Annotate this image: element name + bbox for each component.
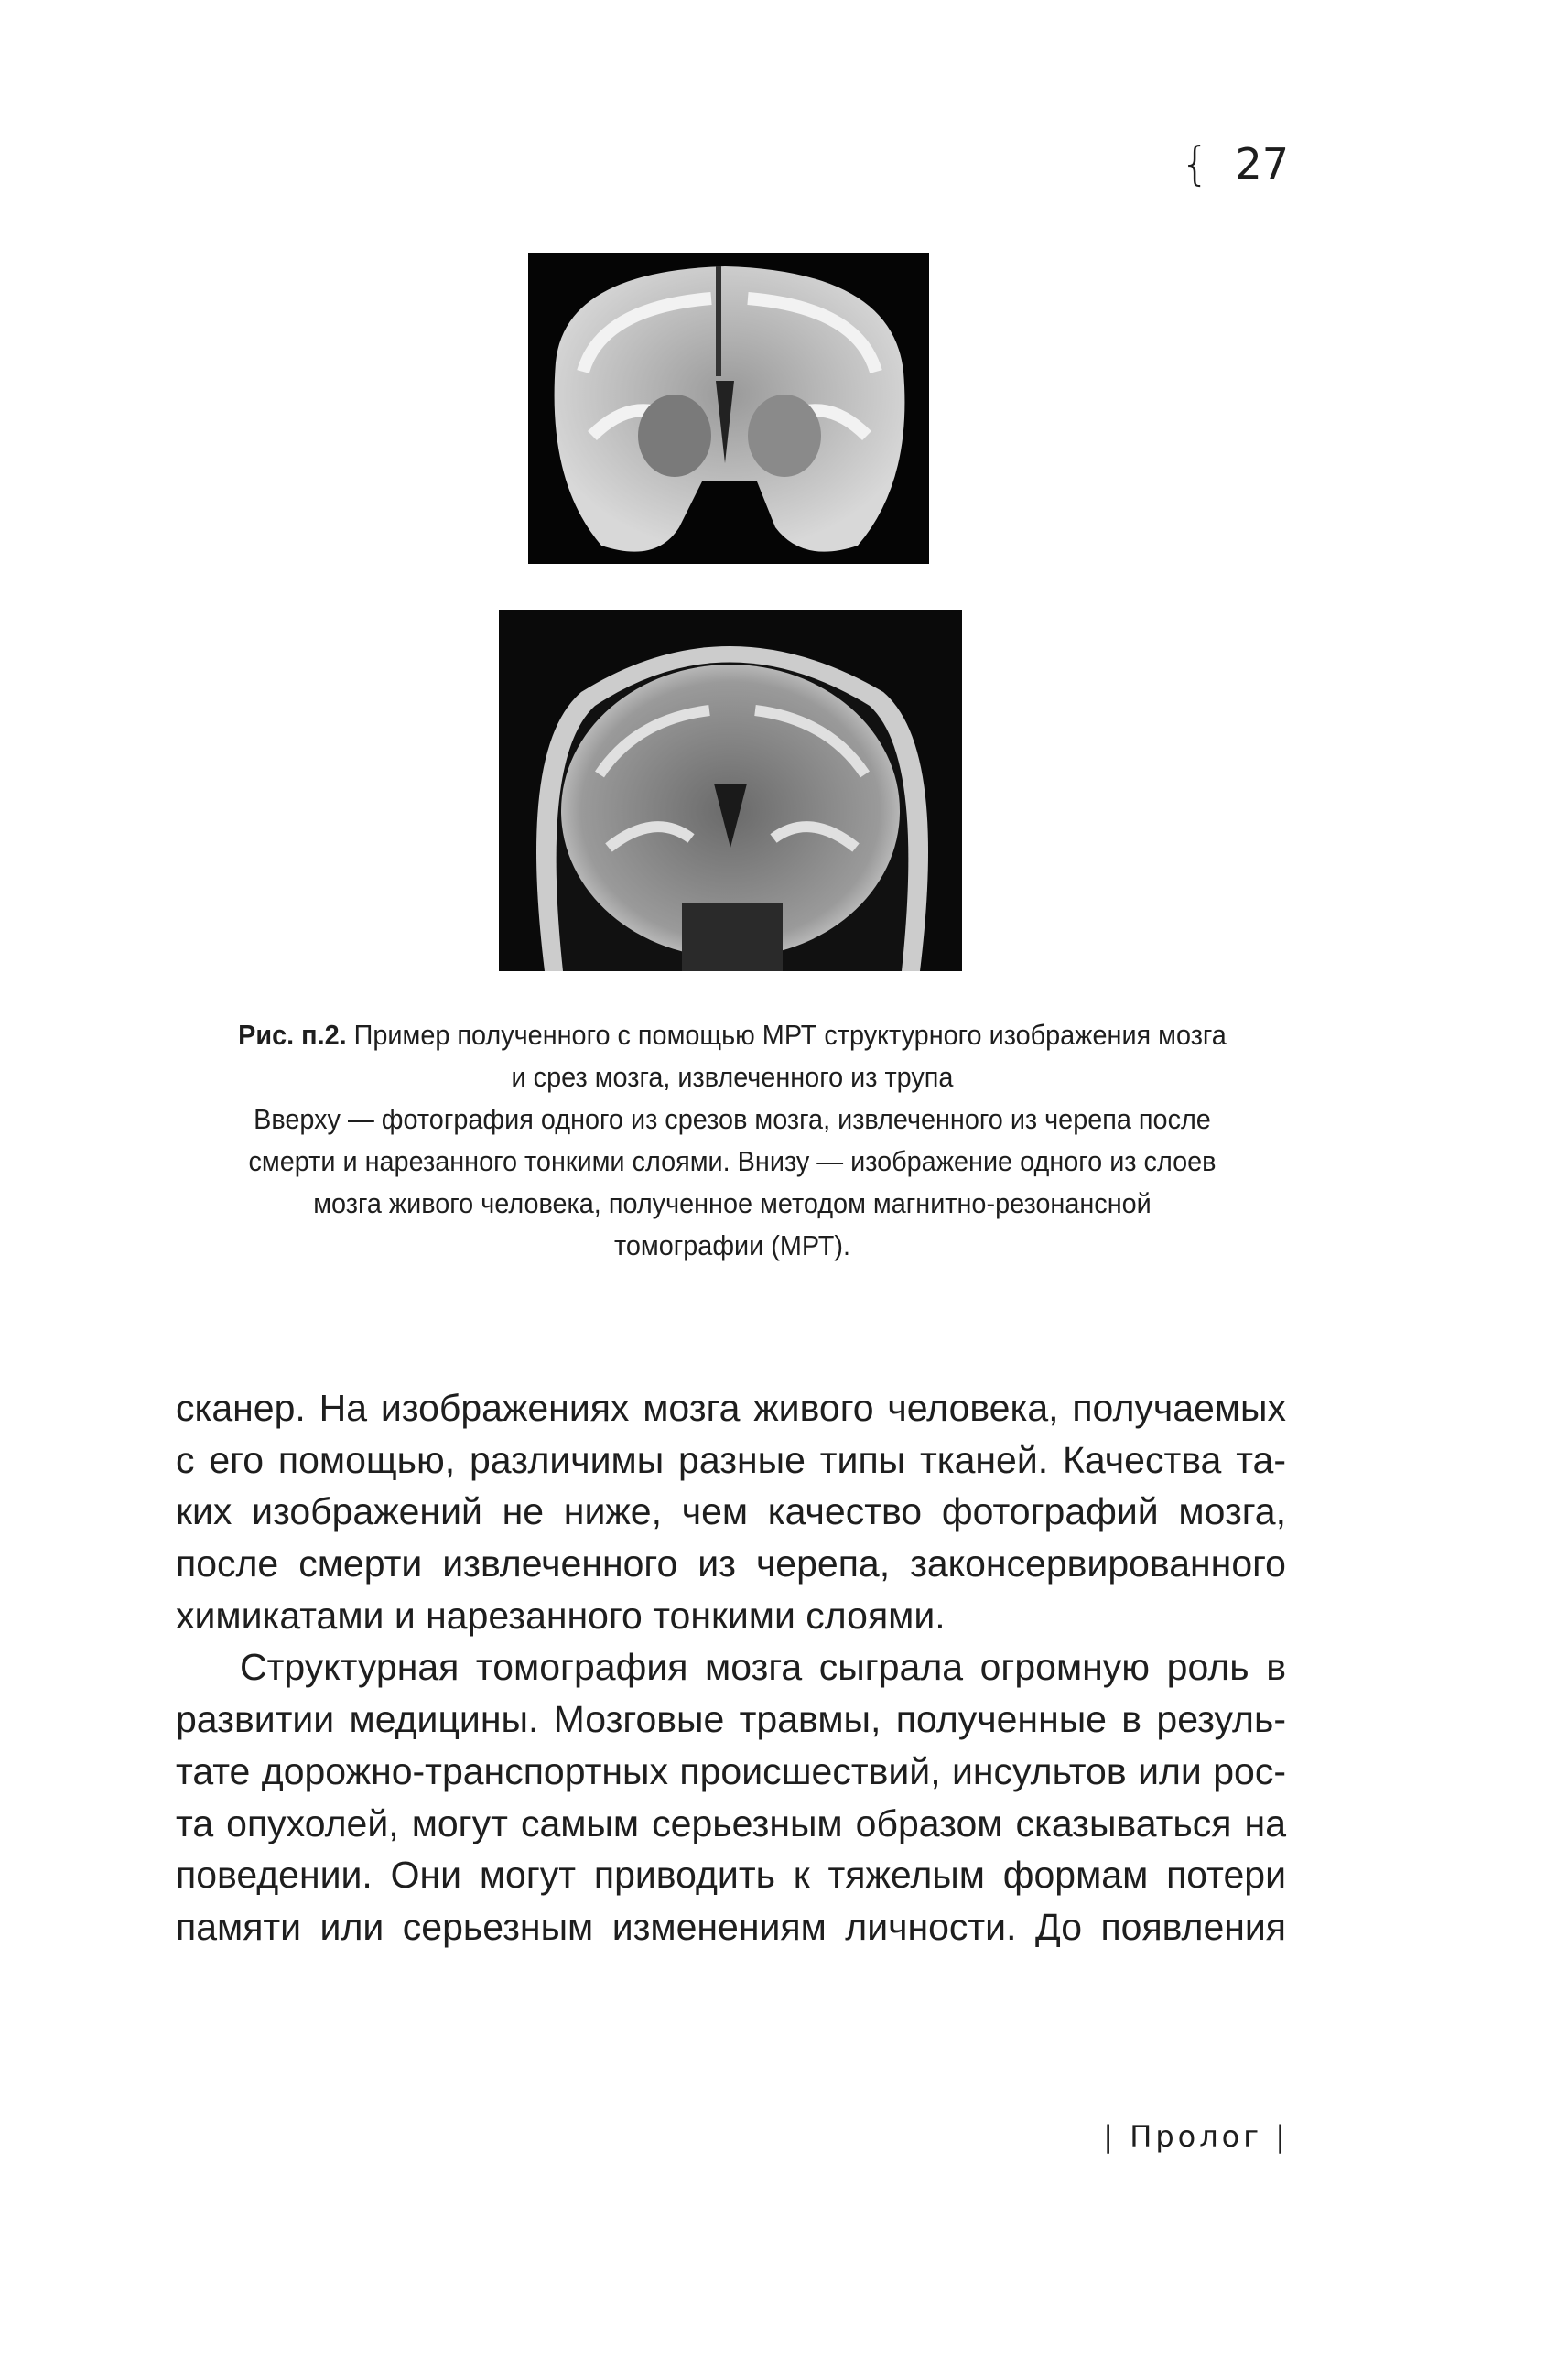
body-line: развитии медицины. Мозговые травмы, полученные в резуль-: [176, 1698, 1286, 1741]
body-line: с его помощью, различимы разные типы тканей. Качества та-: [176, 1438, 1286, 1481]
body-text: [176, 1382, 1286, 1953]
brain-mri-scan: [499, 610, 962, 971]
caption-label: Рис. п.2.: [238, 1019, 347, 1051]
body-line: ких изображений не ниже, чем качество фотографий мозга,: [176, 1490, 1286, 1533]
page-number: [1181, 137, 1289, 190]
body-line: тате дорожно-транспортных происшествий, инсультов или рос-: [176, 1749, 1286, 1792]
body-line: та опухолей, могут самым серьезным образом сказываться на: [176, 1801, 1286, 1844]
caption-title: Пример полученного с помощью МРТ структурного изображения мозга: [353, 1019, 1227, 1051]
body-line: Структурная томография мозга сыграла огромную роль в: [240, 1646, 1286, 1689]
caption-title-cont: и срез мозга, извлеченного из трупа: [511, 1061, 954, 1093]
body-line: сканер. На изображениях мозга живого человека, получаемых: [176, 1387, 1286, 1429]
body-line: химикатами и нарезанного тонкими слоями.: [176, 1594, 946, 1637]
body-line: памяти или серьезным изменениям личности. До появления: [176, 1905, 1286, 1948]
page-number-value: 27: [1235, 139, 1289, 189]
caption-line: томографии (МРТ).: [613, 1229, 851, 1261]
figure-caption: [213, 1014, 1252, 1267]
running-footer: | Пролог |: [1103, 2119, 1289, 2154]
caption-line: смерти и нарезанного тонкими слоями. Внизу — изображение одного из слоев: [248, 1145, 1217, 1177]
brain-slice-photo: [528, 253, 929, 564]
caption-line: Вверху — фотография одного из срезов мозга, извлеченного из черепа после: [254, 1103, 1211, 1135]
brace-ornament: {: [1180, 137, 1210, 190]
body-line: поведении. Они могут приводить к тяжелым формам потери: [176, 1854, 1286, 1897]
body-line: после смерти извлеченного из черепа, законсервированного: [176, 1542, 1286, 1585]
caption-line: мозга живого человека, полученное методом магнитно-резонансной: [313, 1187, 1152, 1219]
